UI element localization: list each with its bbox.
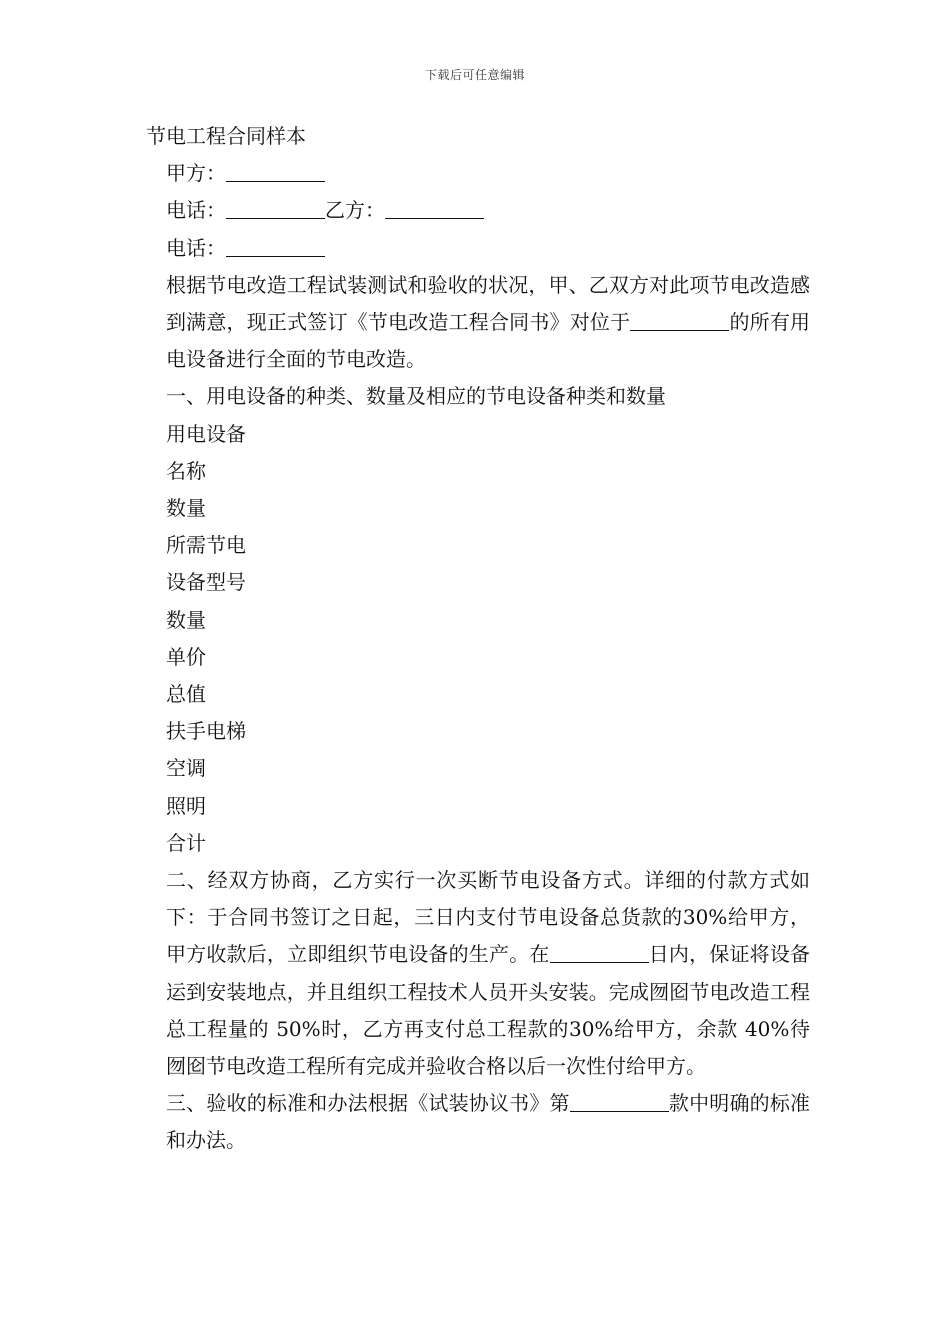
- phone-blank-2: [226, 234, 325, 257]
- phone-blank: [226, 196, 325, 219]
- table-cell: 合计: [166, 830, 206, 855]
- section1-heading: 一、用电设备的种类、数量及相应的节电设备种类和数量: [166, 384, 666, 409]
- phone-label: 电话：: [166, 198, 226, 223]
- table-cell: 名称: [166, 458, 206, 483]
- table-cell: 单价: [166, 644, 206, 669]
- party-a-line: [146, 155, 810, 192]
- location-blank-1: [630, 308, 687, 331]
- table-cell: 扶手电梯: [166, 719, 246, 744]
- table-cell: 照明: [166, 793, 206, 818]
- party-b-label: 乙方：: [325, 198, 385, 223]
- intro-text-2: 的所有用电设备进行全面的节电改造。: [166, 310, 811, 372]
- table-cell: 数量: [166, 496, 206, 521]
- section3-text-2: 款中明确的标准和办法。: [166, 1091, 811, 1153]
- location-blank-2: [687, 308, 729, 331]
- days-blank: [550, 940, 649, 963]
- table-cell: 数量: [166, 607, 206, 632]
- party-b-blank: [385, 196, 484, 219]
- section3-text-1: 三、验收的标准和办法根据《试装协议书》第: [166, 1091, 570, 1116]
- section2-paragraph: [146, 862, 810, 1085]
- party-a-label: 甲方：: [166, 161, 226, 186]
- phone-label-2: 电话：: [166, 235, 226, 260]
- table-cell: 所需节电: [166, 533, 246, 558]
- section2-text-2: 日内，保证将设备运到安装地点，并且组织工程技术人员开头安装。完成囫囵节电改造工程总工程量的 50%时，乙方再支付总工程款的30%给甲方，余款 40%待囫囵节电改造工程所有完成并验收合格以后一次性付给甲方。: [166, 942, 811, 1079]
- document-body: [146, 118, 810, 1160]
- intro-text-1: 根据节电改造工程试装测试和验收的状况，甲、乙双方对此项节电改造感到满意，现正式签订《节电改造工程合同书》对位于: [166, 272, 810, 335]
- table-cell: 用电设备: [166, 421, 246, 446]
- phone-party-b-line: [146, 192, 810, 229]
- intro-paragraph: [146, 267, 810, 379]
- table-cell: 设备型号: [166, 570, 246, 595]
- section3-paragraph: [146, 1085, 810, 1159]
- table-cell: 空调: [166, 756, 206, 781]
- header-note: 下载后可任意编辑: [424, 68, 525, 82]
- document-title: 节电工程合同样本: [146, 124, 306, 148]
- table-cell: 总值: [166, 682, 206, 707]
- phone-line-2: [146, 230, 810, 267]
- clause-blank: [570, 1089, 669, 1112]
- party-a-blank: [226, 159, 325, 182]
- section2-text-1: 二、经双方协商，乙方实行一次买断节电设备方式。详细的付款方式如下：于合同书签订之日起，三日内支付节电设备总货款的30%给甲方，甲方收款后，立即组织节电设备的生产。在: [166, 868, 810, 967]
